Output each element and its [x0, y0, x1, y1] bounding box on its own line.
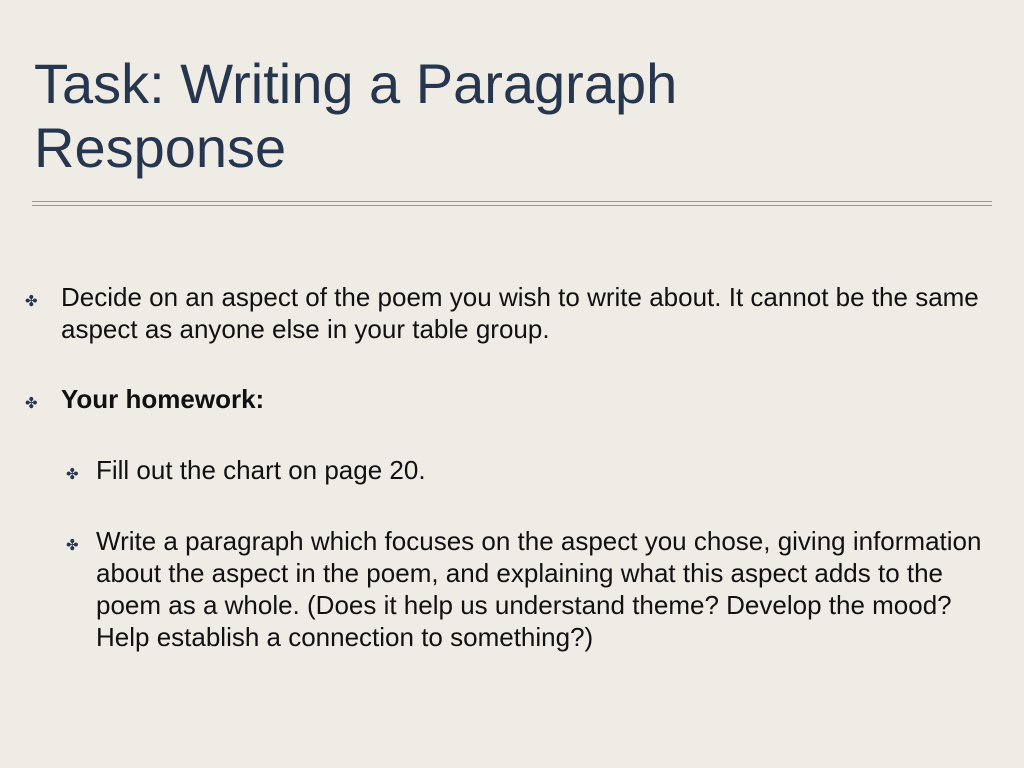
bullet-icon: ✤ — [25, 395, 38, 412]
bullet-item-homework: Your homework: — [61, 384, 265, 414]
title-divider-secondary — [32, 205, 992, 206]
title-divider — [32, 201, 992, 202]
sub-bullet-icon: ✤ — [66, 537, 79, 554]
slide-title — [34, 52, 934, 180]
sub-bullet-icon: ✤ — [66, 466, 79, 483]
sub-bullet-paragraph: Write a paragraph which focuses on the aspect you chose, giving information about the aspect in the poem, and explaining what this aspect adds to the poem as a whole. (Does it help us understand theme? Develop the mood? Help establish a connection to something?) — [96, 526, 982, 652]
sub-bullet-chart: Fill out the chart on page 20. — [96, 455, 426, 485]
bullet-item-aspect: Decide on an aspect of the poem you wish to write about. It cannot be the same aspect as anyone else in your table group. — [61, 282, 979, 344]
title-line-1: Task: Writing a Paragraph — [34, 52, 678, 115]
bullet-icon: ✤ — [25, 293, 38, 310]
title-line-2: Response — [34, 116, 287, 179]
